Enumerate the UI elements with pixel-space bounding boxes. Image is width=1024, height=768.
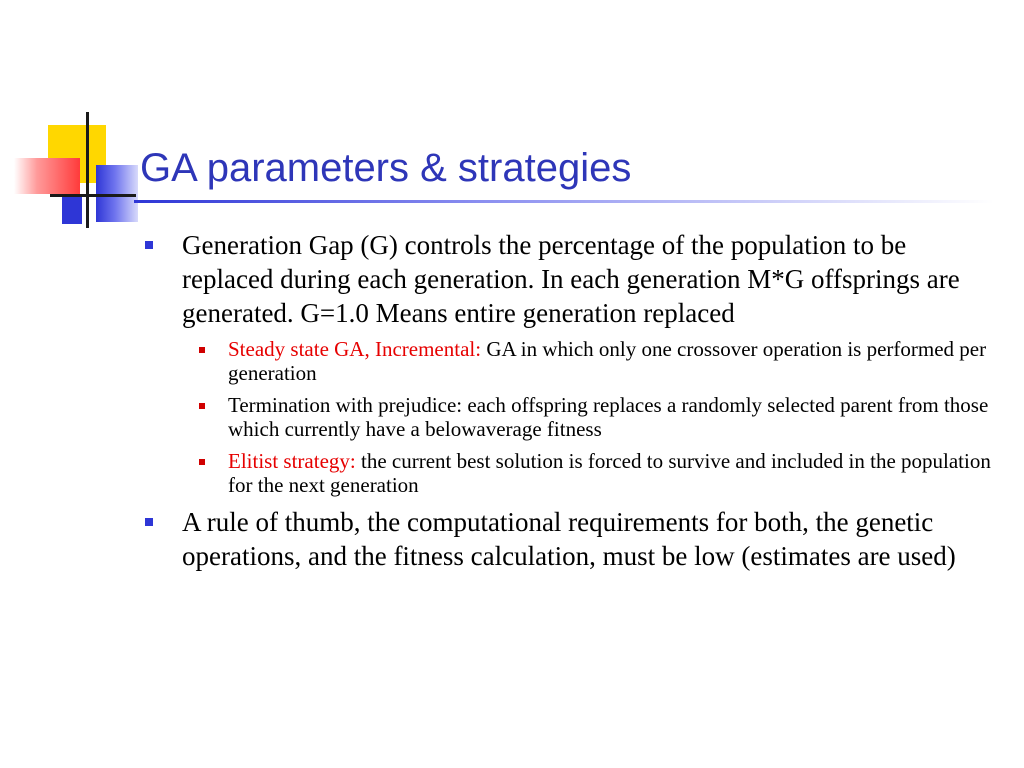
sub-bullet-highlight: Elitist strategy: [228,449,356,473]
square-bullet-icon [145,518,153,526]
sub-bullet-text: Termination with prejudice: each offspring replaces a randomly selected parent from those which currently have a belowaverage fitness [228,393,989,441]
sub-bullet-list [182,337,1000,497]
square-bullet-icon [199,403,205,409]
logo-blue-small-square [62,194,82,224]
logo-vertical-line [86,112,89,228]
title-underline [134,200,994,203]
square-bullet-icon [199,459,205,465]
bullet-item-generation-gap [140,228,1000,497]
square-bullet-icon [199,347,205,353]
slide-content [140,228,1000,580]
bullet-item-rule-of-thumb [140,505,1000,573]
slide-title: GA parameters & strategies [140,146,632,190]
square-bullet-icon [145,241,153,249]
sub-bullet-termination [182,393,1000,441]
logo-red-square [14,158,80,194]
sub-bullet-text: GA in which only one crossover operation is performed per generation [228,337,987,385]
sub-bullet-steady-state [182,337,1000,385]
logo-horizontal-line [50,194,136,197]
bullet-text: Generation Gap (G) controls the percentage of the population to be replaced during each generation. In each generation M*G offsprings are generated. G=1.0 Means entire generation replaced [182,230,960,328]
sub-bullet-highlight: Steady state GA, Incremental: [228,337,482,361]
sub-bullet-elitist [182,449,1000,497]
bullet-text: A rule of thumb, the computational requirements for both, the genetic operations, and the fitness calculation, must be low (estimates are used) [182,507,956,571]
sub-bullet-text: the current best solution is forced to survive and included in the population for the next generation [228,449,991,497]
